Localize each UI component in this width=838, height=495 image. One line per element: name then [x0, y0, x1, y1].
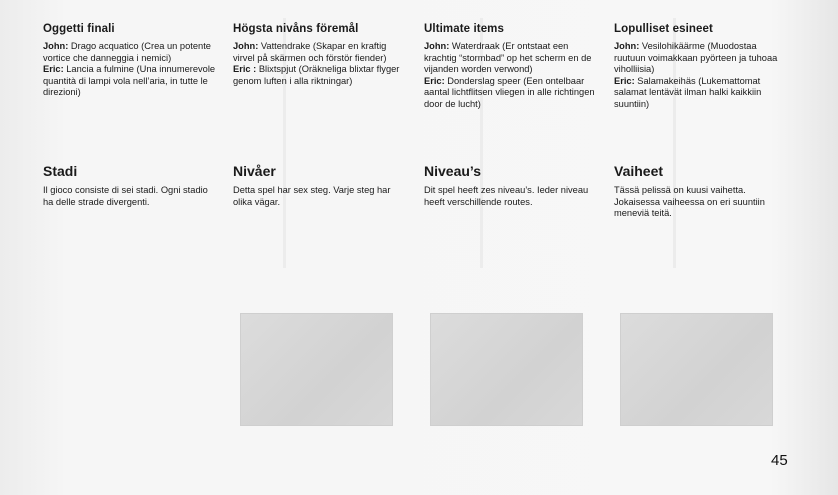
items-section-finnish [614, 23, 790, 111]
item-entry: John: Vesilohikäärme (Muodostaa ruutuun voimakkaan pyörteen ja tuhoaa viholliisia) [614, 41, 778, 75]
items-section-swedish [233, 23, 409, 87]
item-entry: John: Waterdraak (Er ontstaat een krachtig “stormbad” op het scherm en de vijanden worden verwond) [424, 41, 592, 75]
section-text: Dit spel heeft zes niveau’s. Ieder niveau heeft verschillende routes. [424, 185, 589, 207]
faint-screenshot-image [240, 313, 393, 426]
section-title: Niveau’s [424, 163, 482, 179]
section-title: Lopulliset esineet [614, 23, 713, 35]
section-title: Stadi [43, 163, 78, 179]
section-title: Ultimate items [424, 23, 505, 35]
stages-section-finnish [614, 163, 790, 220]
item-entry: Eric: Donderslag speer (Een ontelbaar aantal lichtflitsen vliegen in alle richtingen door de lucht) [424, 75, 595, 109]
faint-screenshot-image [430, 313, 583, 426]
stages-section-swedish [233, 163, 409, 208]
stages-section-dutch [424, 163, 600, 208]
items-section-italian [43, 23, 219, 99]
item-entry: Eric: Lancia a fulmine (Una innumerevole quantità di lampi vola nell’aria, in tutte le direzioni) [43, 64, 216, 98]
stages-section-italian [43, 163, 219, 208]
items-section-dutch [424, 23, 600, 111]
section-text: Detta spel har sex steg. Varje steg har olika vägar. [233, 185, 391, 207]
section-text: Il gioco consiste di sei stadi. Ogni stadio ha delle strade divergenti. [43, 185, 208, 207]
item-entry: Eric : Blixtspjut (Oräkneliga blixtar flyger genom luften i alla riktningar) [233, 64, 400, 86]
section-title: Oggetti finali [43, 23, 115, 35]
faint-screenshot-image [620, 313, 773, 426]
section-title: Vaiheet [614, 163, 664, 179]
section-text: Tässä pelissä on kuusi vaihetta. Jokaisessa vaiheessa on eri suuntiin meneviä teitä. [614, 185, 765, 219]
section-title: Nivåer [233, 163, 276, 179]
item-entry: John: Drago acquatico (Crea un potente vortice che danneggia i nemici) [43, 41, 211, 63]
item-entry: Eric: Salamakeihäs (Lukemattomat salamat lentävät ilman halki kaikkiin suuntiin) [614, 75, 762, 109]
section-title: Högsta nivåns föremål [233, 23, 359, 35]
page-number: 45 [771, 452, 788, 469]
item-entry: John: Vattendrake (Skapar en kraftig virvel på skärmen och förstör fiender) [233, 41, 387, 63]
